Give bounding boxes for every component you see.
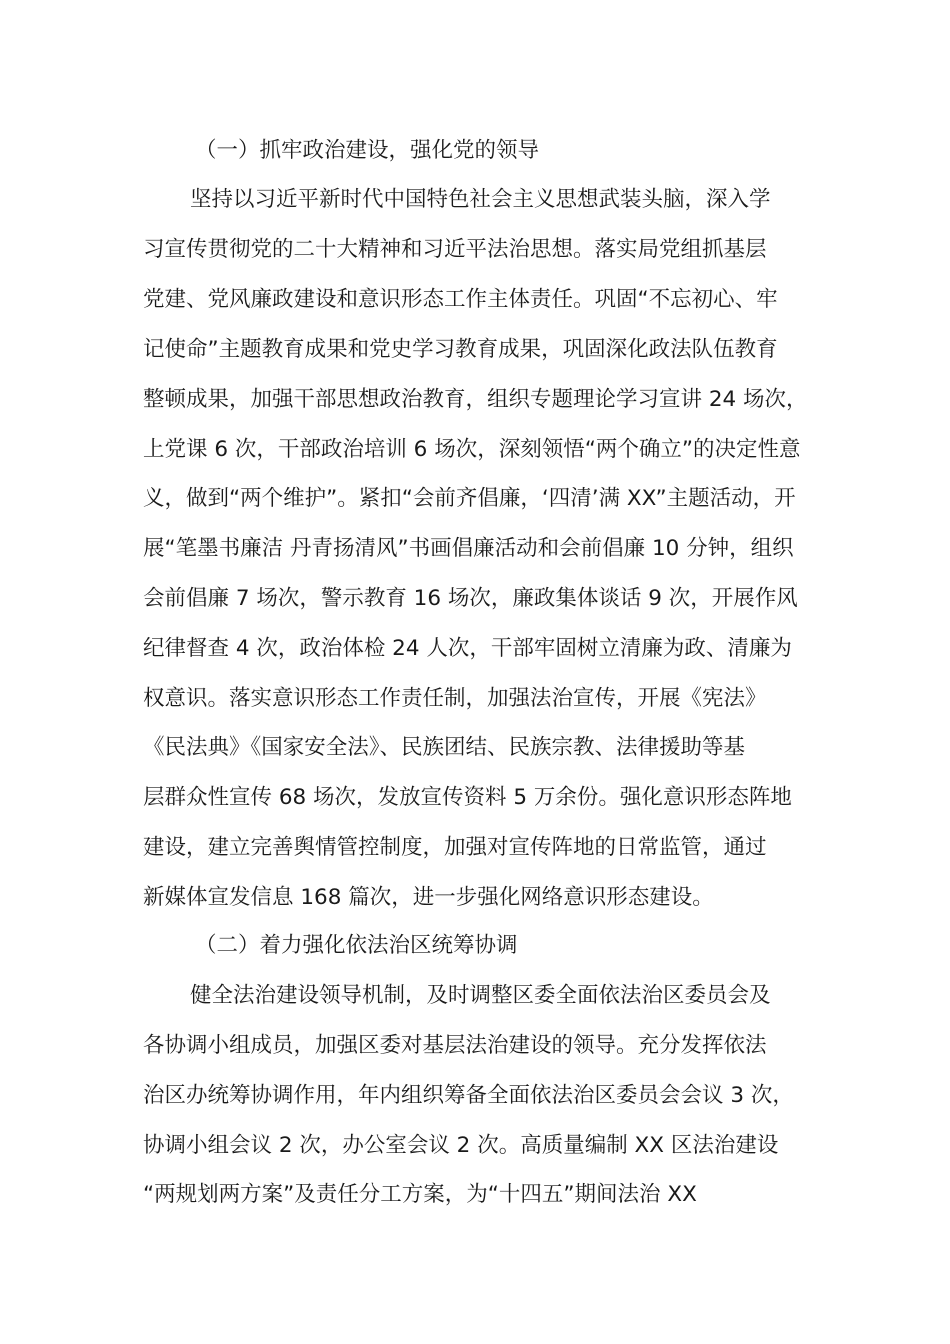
paragraph-line: 层群众性宣传 68 场次，发放宣传资料 5 万余份。强化意识形态阵地 (143, 785, 792, 810)
paragraph-line: 健全法治建设领导机制，及时调整区委全面依法治区委员会及 (190, 983, 771, 1008)
paragraph-line: 坚持以习近平新时代中国特色社会主义思想武装头脑，深入学 (190, 187, 771, 212)
paragraph-line: 各协调小组成员，加强区委对基层法治建设的领导。充分发挥依法 (143, 1033, 767, 1058)
paragraph-line: 《民法典》《国家安全法》、民族团结、民族宗教、法律援助等基 (143, 735, 746, 760)
paragraph-line: 习宣传贯彻党的二十大精神和习近平法治思想。落实局党组抓基层 (143, 237, 767, 262)
paragraph-line: 党建、党风廉政建设和意识形态工作主体责任。巩固“不忘初心、牢 (143, 287, 778, 312)
paragraph-line: 协调小组会议 2 次，办公室会议 2 次。高质量编制 XX 区法治建设 (143, 1133, 779, 1158)
section-heading-2: （二）着力强化依法治区统筹协调 (195, 933, 518, 958)
paragraph-line: “两规划两方案”及责任分工方案，为“十四五”期间法治 XX (143, 1182, 697, 1207)
paragraph-line: 记使命”主题教育成果和党史学习教育成果，巩固深化政法队伍教育 (143, 337, 778, 362)
paragraph-line: 权意识。落实意识形态工作责任制，加强法治宣传，开展《宪法》 (143, 686, 767, 711)
paragraph-line: 新媒体宣发信息 168 篇次，进一步强化网络意识形态建设。 (143, 885, 714, 910)
paragraph-line: 纪律督查 4 次，政治体检 24 人次，干部牢固树立清廉为政、清廉为 (143, 636, 792, 661)
paragraph-line: 建设，建立完善舆情管控制度，加强对宣传阵地的日常监管，通过 (143, 835, 767, 860)
paragraph-line: 展“笔墨书廉洁 丹青扬清风”书画倡廉活动和会前倡廉 10 分钟，组织 (143, 536, 794, 561)
paragraph-line: 治区办统筹协调作用，年内组织筹备全面依法治区委员会会议 3 次， (143, 1083, 794, 1108)
paragraph-line: 会前倡廉 7 场次，警示教育 16 场次，廉政集体谈话 9 次，开展作风 (143, 586, 798, 611)
paragraph-line: 义，做到“两个维护”。紧扣“会前齐倡廉，‘四清’满 XX”主题活动，开 (143, 486, 796, 511)
section-heading-1: （一）抓牢政治建设，强化党的领导 (195, 138, 540, 163)
paragraph-line: 整顿成果，加强干部思想政治教育，组织专题理论学习宣讲 24 场次， (143, 387, 808, 412)
paragraph-line: 上党课 6 次，干部政治培训 6 场次，深刻领悟“两个确立”的决定性意 (143, 437, 801, 462)
